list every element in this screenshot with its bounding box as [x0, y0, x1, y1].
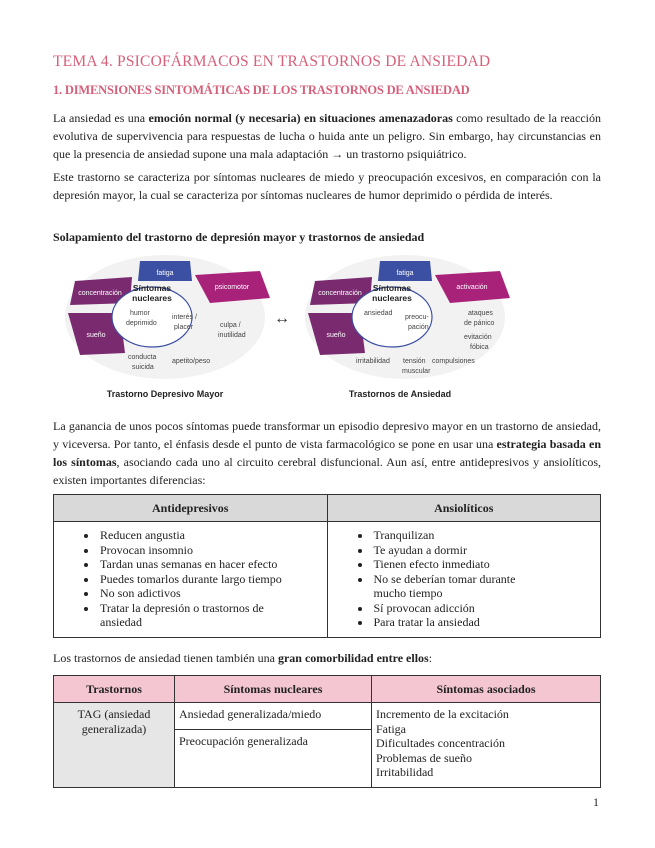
svg-text:concentración: concentración — [78, 290, 122, 297]
symptom-overlap-figure — [60, 253, 520, 405]
list-item: Incremento de la excitación — [376, 707, 509, 721]
nuclear-symptom-1: Ansiedad generalizada/miedo — [175, 703, 372, 730]
caption-depression: Trastorno Depresivo Mayor — [106, 389, 224, 399]
comorbidity-table — [53, 675, 601, 788]
associated-symptoms-cell — [372, 703, 601, 788]
paragraph-3-text-c: , asociando cada uno al circuito cerebral disfuncional. Aun así, entre antidepresivos y ansiolíticos, existen importantes diferencias: — [53, 455, 601, 487]
svg-text:preocu-: preocu- — [405, 314, 429, 321]
antidepresivos-list — [54, 528, 327, 630]
list-item: • Para tratar la ansiedad — [372, 615, 541, 630]
core-label-2-left: nucleares — [132, 293, 172, 303]
core-label-2-right: nucleares — [372, 293, 412, 303]
paragraph-4 — [53, 649, 601, 667]
list-item: Irritabilidad — [376, 765, 434, 779]
list-item: • Tienen efecto inmediato — [372, 557, 541, 572]
paragraph-4-bold: gran comorbilidad entre ellos — [277, 651, 429, 665]
svg-text:interés /: interés / — [172, 314, 197, 321]
svg-text:fatiga: fatiga — [156, 270, 174, 277]
svg-text:fatiga: fatiga — [396, 270, 414, 277]
header-sintomas-asociados: Síntomas asociados — [372, 676, 601, 703]
paragraph-3-bold: estrategia basada en los síntomas — [53, 437, 601, 469]
list-item: • Sí provocan adicción — [372, 601, 541, 616]
depression-wheel — [65, 255, 270, 399]
svg-text:concentración: concentración — [318, 290, 362, 297]
svg-text:humor: humor — [130, 310, 150, 317]
svg-text:culpa /: culpa / — [220, 322, 241, 329]
header-trastornos: Trastornos — [54, 676, 175, 703]
paragraph-4-text-a: Los trastornos de ansiedad tienen también una — [53, 651, 278, 665]
svg-text:placer: placer — [174, 324, 194, 331]
svg-text:psicomotor: psicomotor — [214, 284, 250, 291]
list-item: • Tardan unas semanas en hacer efecto — [98, 557, 327, 572]
paragraph-3 — [53, 417, 601, 489]
comparison-table — [53, 494, 601, 638]
svg-text:fóbica: fóbica — [470, 344, 489, 351]
paragraph-1-text-a: La ansiedad es una — [53, 111, 149, 125]
paragraph-1-bold: emoción normal (y necesaria) en situaciones amenazadoras — [148, 111, 453, 125]
svg-text:sueño: sueño — [326, 332, 346, 339]
paragraph-1-text-c: como resultado de la reacción evolutiva de supervivencia para respuestas de lucha o huida ante un peligro. Sin embargo, hay circunstancias en que la presencia de ansiedad supone una mala adaptación → un trastorno psiquiátrico. — [53, 111, 601, 161]
bidirectional-arrow-icon: ↔ — [274, 310, 290, 327]
svg-text:compulsiones: compulsiones — [432, 358, 475, 365]
svg-text:inutilidad: inutilidad — [218, 332, 246, 339]
page-number: 1 — [593, 795, 599, 809]
svg-text:irritabilidad: irritabilidad — [356, 358, 390, 365]
paragraph-1 — [53, 109, 601, 163]
svg-text:muscular: muscular — [402, 368, 431, 375]
paragraph-3-text-a: La ganancia de unos pocos síntomas puede transformar un episodio depresivo mayor en un trastorno de ansiedad, y viceversa. Por tanto, el énfasis desde el punto de vista farmacológico se pone en usar una — [53, 419, 601, 451]
overlap-heading: Solapamiento del trastorno de depresión mayor y trastornos de ansiedad — [53, 230, 425, 244]
svg-text:apetito/peso: apetito/peso — [172, 358, 211, 365]
svg-text:ataques: ataques — [468, 310, 493, 317]
svg-text:conducta: conducta — [128, 354, 157, 361]
svg-text:suicida: suicida — [132, 364, 154, 371]
core-label-1-right: Síntomas — [372, 283, 412, 293]
svg-text:deprimido: deprimido — [126, 320, 157, 327]
svg-text:de pánico: de pánico — [464, 320, 495, 327]
list-item: • Provocan insomnio — [98, 543, 327, 558]
caption-anxiety: Trastornos de Ansiedad — [348, 389, 452, 399]
svg-text:evitación: evitación — [464, 334, 492, 341]
header-antidepresivos: Antidepresivos — [54, 495, 328, 522]
svg-text:sueño: sueño — [86, 332, 106, 339]
svg-text:tensión: tensión — [403, 358, 426, 365]
nuclear-symptom-2: Preocupación generalizada — [175, 730, 372, 788]
list-item: • Tratar la depresión o trastornos de ansiedad — [98, 601, 327, 630]
ansioliticos-cell — [327, 522, 601, 638]
section-heading: 1. DIMENSIONES SINTOMÁTICAS DE LOS TRASTORNOS DE ANSIEDAD — [53, 83, 470, 97]
paragraph-4-text-c: : — [428, 651, 433, 665]
paragraph-2: Este trastorno se caracteriza por síntomas nucleares de miedo y preocupación excesivos, en comparación con la depresión mayor, la cual se caracteriza por síntomas nucleares de humor deprimido o pérdida de interés. — [53, 170, 601, 202]
list-item: • No se deberían tomar durante mucho tiempo — [372, 572, 541, 601]
list-item: • Puedes tomarlos durante largo tiempo — [98, 572, 327, 587]
list-item: • Te ayudan a dormir — [372, 543, 541, 558]
list-item: Problemas de sueño — [376, 750, 472, 765]
list-item: • Reducen angustia — [98, 528, 327, 543]
list-item: Dificultades concentración — [376, 736, 505, 750]
antidepresivos-cell — [54, 522, 328, 638]
svg-text:activación: activación — [456, 284, 488, 291]
ansioliticos-list — [328, 528, 601, 630]
list-item: • Tranquilizan — [372, 528, 541, 543]
list-item: Fatiga — [376, 721, 406, 736]
disorder-cell: TAG (ansiedad generalizada) — [54, 703, 175, 788]
header-sintomas-nucleares: Síntomas nucleares — [175, 676, 372, 703]
header-ansioliticos: Ansiolíticos — [327, 495, 601, 522]
svg-text:ansiedad: ansiedad — [364, 310, 393, 317]
core-label-1-left: Síntomas — [132, 283, 172, 293]
page-title: TEMA 4. PSICOFÁRMACOS EN TRASTORNOS DE ANSIEDAD — [53, 53, 491, 70]
svg-text:pación: pación — [408, 324, 429, 331]
list-item: • No son adictivos — [98, 586, 327, 601]
anxiety-wheel — [305, 255, 510, 399]
